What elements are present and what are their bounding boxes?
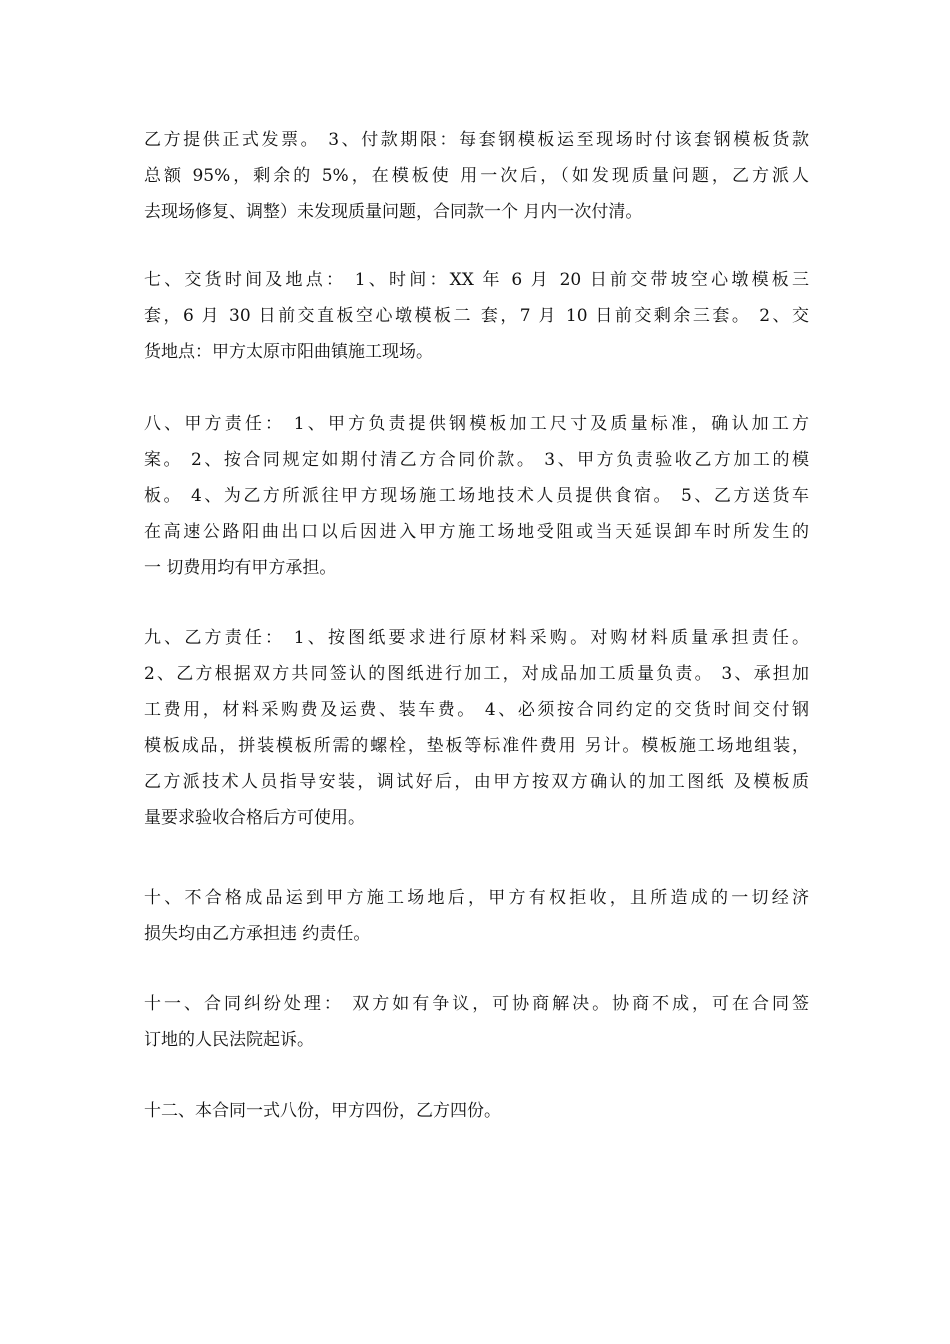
paragraph-payment-terms xyxy=(144,122,809,230)
text-line: 十、不合格成品运到甲方施工场地后，甲方有权拒收，且所造成的一切经济 xyxy=(144,888,809,908)
text-line: 货地点：甲方太原市阳曲镇施工现场。 xyxy=(144,342,433,362)
paragraph-delivery xyxy=(144,262,809,370)
text-line: 乙方提供正式发票。 3、付款期限：每套钢模板运至现场时付该套钢模板货款 xyxy=(144,130,809,150)
text-line: 损失均由乙方承担违 约责任。 xyxy=(144,924,371,944)
text-line: 八、甲方责任： 1、甲方负责提供钢模板加工尺寸及质量标准，确认加工方 xyxy=(144,414,809,434)
paragraph-party-b-duties xyxy=(144,620,809,836)
paragraph-rejection xyxy=(144,880,809,952)
text-line: 十二、本合同一式八份，甲方四份，乙方四份。 xyxy=(144,1101,501,1121)
text-line: 七、交货时间及地点： 1、时间：XX 年 6 月 20 日前交带坡空心墩模板三 xyxy=(144,270,809,290)
text-line: 总额 95%，剩余的 5%，在模板使 用一次后，（如发现质量问题，乙方派人 xyxy=(144,166,809,186)
text-line: 案。 2、按合同规定如期付清乙方合同价款。 3、甲方负责验收乙方加工的模 xyxy=(144,450,809,470)
text-line: 九、乙方责任： 1、按图纸要求进行原材料采购。对购材料质量承担责任。 xyxy=(144,628,809,648)
text-line: 工费用，材料采购费及运费、装车费。 4、必须按合同约定的交货时间交付钢 xyxy=(144,700,809,720)
text-line: 板。 4、为乙方所派往甲方现场施工场地技术人员提供食宿。 5、乙方送货车 xyxy=(144,486,809,506)
text-line: 十一、合同纠纷处理： 双方如有争议，可协商解决。协商不成，可在合同签 xyxy=(144,994,809,1014)
text-line: 量要求验收合格后方可使用。 xyxy=(144,808,365,828)
text-line: 模板成品，拼装模板所需的螺栓，垫板等标准件费用 另计。模板施工场地组装， xyxy=(144,736,809,756)
text-line: 套，6 月 30 日前交直板空心墩模板二 套，7 月 10 日前交剩余三套。 2、交 xyxy=(144,306,809,326)
text-line: 一 切费用均有甲方承担。 xyxy=(144,558,337,578)
paragraph-copies xyxy=(144,1093,809,1129)
paragraph-party-a-duties xyxy=(144,406,809,586)
text-line: 订地的人民法院起诉。 xyxy=(144,1030,314,1050)
text-line: 乙方派技术人员指导安装，调试好后，由甲方按双方确认的加工图纸 及模板质 xyxy=(144,772,809,792)
text-line: 2、乙方根据双方共同签认的图纸进行加工，对成品加工质量负责。 3、承担加 xyxy=(144,664,809,684)
text-line: 在高速公路阳曲出口以后因进入甲方施工场地受阻或当天延误卸车时所发生的 xyxy=(144,522,809,542)
paragraph-disputes xyxy=(144,986,809,1058)
text-line: 去现场修复、调整）未发现质量问题，合同款一个 月内一次付清。 xyxy=(144,202,643,222)
